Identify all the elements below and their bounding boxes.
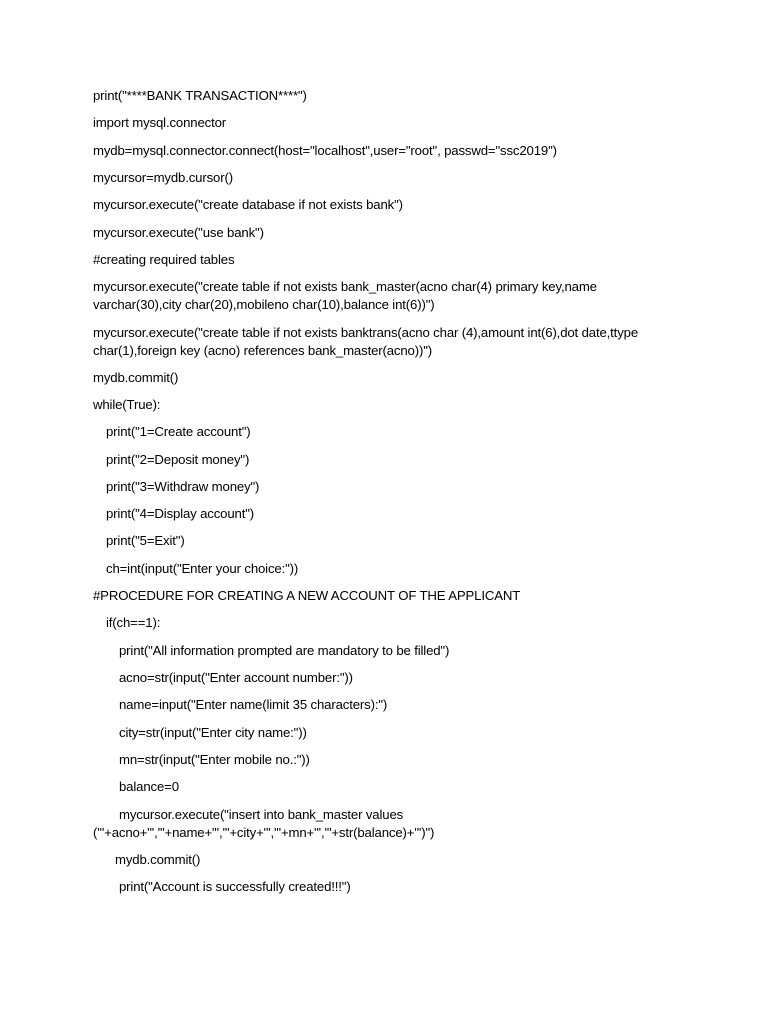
code-line: mycursor.execute("use bank") [93, 225, 264, 240]
code-line: name=input("Enter name(limit 35 characters):") [119, 697, 388, 712]
code-line: acno=str(input("Enter account number:")) [119, 670, 353, 685]
comment-line: #creating required tables [93, 252, 235, 267]
comment-line: #PROCEDURE FOR CREATING A NEW ACCOUNT OF THE APPLICANT [93, 588, 521, 603]
code-line: while(True): [93, 397, 161, 412]
code-line: print("1=Create account") [106, 424, 251, 439]
code-line: print("3=Withdraw money") [106, 479, 260, 494]
code-line: mycursor.execute("insert into bank_master values ('"+acno+"','"+name+"','"+city+"','"+mn+"','"+str(balance)+"')") [93, 807, 435, 840]
code-line: city=str(input("Enter city name:")) [119, 725, 307, 740]
code-line: print("****BANK TRANSACTION****") [93, 88, 307, 103]
code-line: mycursor.execute("create table if not exists banktrans(acno char (4),amount int(6),dot date,ttype char(1),foreign key (acno) references bank_master(acno))") [93, 325, 642, 358]
code-line: mn=str(input("Enter mobile no.:")) [119, 752, 310, 767]
code-line: print("5=Exit") [106, 533, 185, 548]
code-line: balance=0 [119, 779, 179, 794]
code-line: mydb.commit() [115, 852, 201, 867]
code-line: mycursor.execute("create table if not exists bank_master(acno char(4) primary key,name varchar(30),city char(20),mobileno char(10),balance int(6))") [93, 279, 601, 312]
code-line: print("4=Display account") [106, 506, 255, 521]
code-line: mycursor.execute("create database if not exists bank") [93, 197, 403, 212]
code-line: ch=int(input("Enter your choice:")) [106, 561, 299, 576]
code-line: print("Account is successfully created!!!") [119, 879, 351, 894]
code-line: mydb=mysql.connector.connect(host="localhost",user="root", passwd="ssc2019") [93, 143, 557, 158]
code-line: print("2=Deposit money") [106, 452, 250, 467]
code-line: mycursor=mydb.cursor() [93, 170, 233, 185]
code-line: import mysql.connector [93, 115, 227, 130]
code-line: mydb.commit() [93, 370, 179, 385]
code-line: print("All information prompted are mandatory to be filled") [119, 643, 450, 658]
code-line: if(ch==1): [106, 615, 161, 630]
